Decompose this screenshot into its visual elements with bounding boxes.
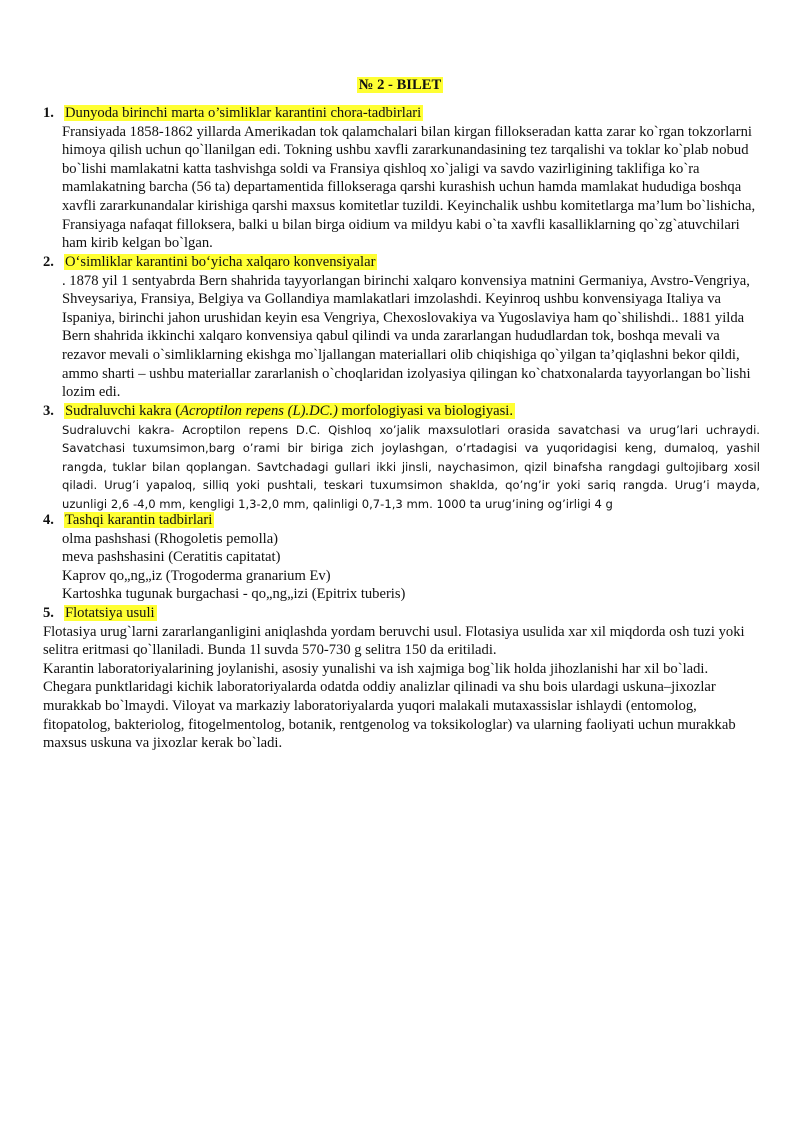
section-5-body-2: Karantin laboratoriyalarining joylanishi, asosiy yunalishi va ish xajmiga bog`lik holda jihozlanishi har xil bo`ladi. Chegara punktlaridagi kichik laboratoriyalarda odatda oddiy analizlar qilinadi va shu bois ulardagi uskuna–jixozlar murakkab bo`lmaydi. Viloyat va markaziy laboratoriyalarda yuqori malakali mutaxassislar ishlaydi (entomolog, fitopatolog, bakteriolog, fitogelmentolog, botanik, rentgenolog va toksikologlar) va ularning faoliyati uchun murakkab maxsus uskuna va jixozlar kerak bo`ladi. <box>43 660 736 752</box>
section-1-heading <box>0 104 800 123</box>
list-item: Kaprov qo„ng„iz (Trogoderma granarium Ev) <box>62 567 331 584</box>
section-number: 2. <box>43 254 54 270</box>
section-heading-text: O‘simliklar karantini bo‘yicha xalqaro konvensiyalar <box>65 254 376 270</box>
section-5-body-1: Flotasiya urug`larni zararlanganligini aniqlashda yordam beruvchi usul. Flotasiya usulida xar xil miqdorda osh tuzi yoki selitra eritmasi qo`llaniladi. Bunda 1l suvda 570-730 g selitra 150 da eritiladi. <box>43 623 745 659</box>
list-item: meva pashshasini (Ceratitis capitatat) <box>62 549 281 566</box>
section-number: 1. <box>43 105 54 121</box>
section-2 <box>0 253 800 402</box>
list-item: Kartoshka tugunak burgachasi - qo„ng„izi (Epitrix tuberis) <box>62 586 406 603</box>
section-2-heading <box>0 253 800 272</box>
section-heading-text: Sudraluvchi kakra (Acroptilon repens (L).DC.) morfologiyasi va biologiyasi. <box>65 403 514 419</box>
section-4 <box>0 511 800 604</box>
section-2-body: . 1878 yil 1 sentyabrda Bern shahrida tayyorlangan birinchi xalqaro konvensiya matnini Germaniya, Avstro-Vengriya, Shveysariya, Fransiya, Belgiya va Gollandiya mamlakatlari imzolashdi. Keyinroq ushbu konvensiyaga Italiya va Ispaniya, birinchi jahon urushidan keyin esa Vengriya, Chexoslovakiya va Yugoslaviya ham qo`shilishdi.. 1881 yilda Bern shahrida ikkinchi xalqaro konvensiya qabul qilindi va unda zararlangan hududlardan tok, boshqa mevali va rezavor mevali o`simliklarning ekishga mo`ljallangan materiallari olib chiqishiga qo`yilgan ta’qiqlashni bekor qildi, ammo sharti – ushbu materiallar zararlanish o`choqlaridan izolyasiya qilingan ko`chatxonalarda tayyorlangan bo`lishi lozim edi. <box>62 272 751 401</box>
section-3-heading <box>0 402 800 421</box>
section-4-heading <box>0 511 800 530</box>
section-1-body: Fransiyada 1858-1862 yillarda Amerikadan tok qalamchalari bilan kirgan fillokseradan katta zarar ko`rgan tokzorlarni himoya qilish uchun qo`llanilgan edi. Tokning ushbu xavfli zararkunandasining tez tarqalishi va toklar ko`plab nobud bo`lishi mamlakatni katta tashvishga soldi va Fransiya qishloq xo`jaligi va savdo vazirligining taklifiga ko`ra mamlakatning barcha (56 ta) departamentida fillokseraga qarshi kurashish uchun hamda mamlakat hududiga boshqa xavfli zararkunandalar kirishiga qarshi maxsus komitetlar tuzildi. Keyinchalik ushbu komitetlarga ma’lum bo`lishicha, Fransiyaga nafaqat filloksera, balki u bilan birga oidium va mildyu kabi o`ta xavfli kasalliklarning qo`zg`atuvchilari ham kirib kelgan bo`lgan. <box>62 123 756 252</box>
section-5-heading <box>0 604 800 623</box>
section-5 <box>0 604 800 753</box>
section-number: 4. <box>43 512 54 528</box>
section-heading-text: Tashqi karantin tadbirlari <box>65 512 213 528</box>
section-3 <box>0 402 800 514</box>
species-name: Acroptilon repens (L).DC.) <box>180 403 338 419</box>
section-heading-text: Flotatsiya usuli <box>65 605 155 621</box>
ticket-title: № 2 - BILET <box>358 77 442 93</box>
section-3-body: Sudraluvchi kakra- Acroptilon repens D.C. Qishloq xo’jalik maxsulotlari orasida savatchasi va urug’lari uchraydi. Savatchasi tuxumsimon,barg o’rami bir biriga zich joylashgan, o’rtadagisi va yuqoridagisi keng, dumaloq, yashil rangda, tuklar bilan qoplangan. Savtchadagi gullari ikki jinsli, naychasimon, qizil binafsha rangdagi gultojibarg xosil qiladi. Urug’i yapaloq, silliq yoki pushtali, teskari tuxumsimon shaklda, qo’ng’ir yoki sariq rangda. Urug’i mayda, uzunligi 2,6 -4,0 mm, kengligi 1,3-2,0 mm, qalinligi 0,7-1,3 mm. 1000 ta urug’ining og’irligi 4 g <box>62 422 760 511</box>
section-number: 5. <box>43 605 54 621</box>
list-item: olma pashshasi (Rhogoletis pemolla) <box>62 530 279 547</box>
section-1 <box>0 104 800 253</box>
section-number: 3. <box>43 403 54 419</box>
section-heading-text: Dunyoda birinchi marta o’simliklar karantini chora-tadbirlari <box>65 105 422 121</box>
